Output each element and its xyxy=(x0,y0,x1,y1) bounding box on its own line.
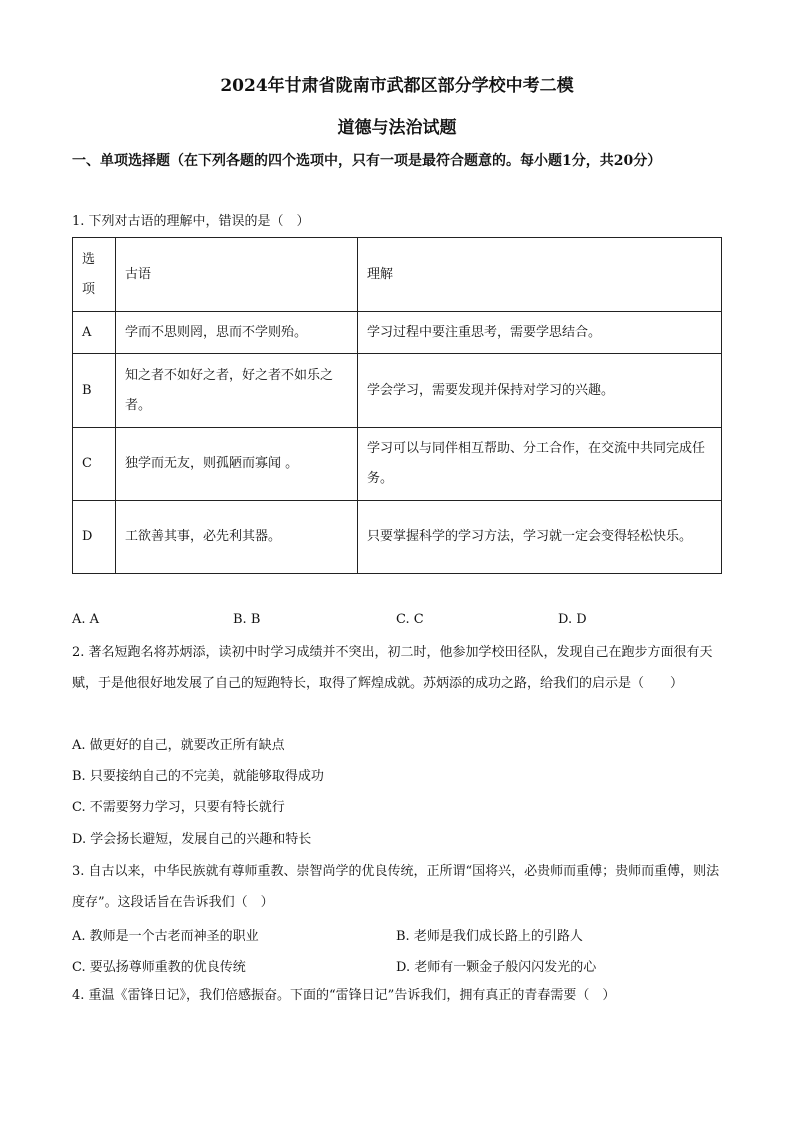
table-cell: 学习过程中要注重思考，需要学思结合。 xyxy=(358,312,722,354)
table-cell: D xyxy=(73,501,116,574)
question-2-option-d: D. 学会扬长避短，发展自己的兴趣和特长 xyxy=(72,832,312,847)
question-3-option-c: C. 要弘扬尊师重教的优良传统 xyxy=(72,960,246,975)
question-1-option-c: C. C xyxy=(396,612,424,627)
table-cell: 工欲善其事，必先利其器。 xyxy=(116,501,358,574)
question-1-option-d: D. D xyxy=(558,612,587,627)
question-1-table xyxy=(72,237,722,574)
table-header-cell: 选项 xyxy=(73,238,116,312)
table-header-row xyxy=(73,238,722,312)
table-cell: C xyxy=(73,428,116,501)
question-1-option-b: B. B xyxy=(233,612,261,627)
table-row xyxy=(73,428,722,501)
table-cell: 学而不思则罔，思而不学则殆。 xyxy=(116,312,358,354)
question-2-option-c: C. 不需要努力学习，只要有特长就行 xyxy=(72,800,285,815)
table-cell: 只要掌握科学的学习方法，学习就一定会变得轻松快乐。 xyxy=(358,501,722,574)
question-3-option-a: A. 教师是一个古老而神圣的职业 xyxy=(72,929,259,944)
table-row xyxy=(73,354,722,428)
table-row xyxy=(73,312,722,354)
table-cell: 学会学习，需要发现并保持对学习的兴趣。 xyxy=(358,354,722,428)
table-cell: 知之者不如好之者，好之者不如乐之者。 xyxy=(116,354,358,428)
question-2-stem: 2. 著名短跑名将苏炳添，读初中时学习成绩并不突出，初二时，他参加学校田径队，发现自己在跑步方面很有天赋，于是他很好地发展了自己的短跑特长，取得了辉煌成就。苏炳添的成功之路，给我们的启示是（ ） xyxy=(72,645,713,691)
table-cell: 学习可以与同伴相互帮助、分工合作，在交流中共同完成任务。 xyxy=(358,428,722,501)
question-3-option-b: B. 老师是我们成长路上的引路人 xyxy=(396,929,583,944)
question-4-stem: 4. 重温《雷锋日记》，我们倍感振奋。下面的“雷锋日记”告诉我们，拥有真正的青春需要（ ） xyxy=(72,988,616,1003)
table-cell: 独学而无友，则孤陋而寡闻 。 xyxy=(116,428,358,501)
table-header-cell: 理解 xyxy=(358,238,722,312)
table-cell: B xyxy=(73,354,116,428)
question-1-option-a: A. A xyxy=(72,612,100,627)
table-header-cell: 古语 xyxy=(116,238,358,312)
exam-title: 2024年甘肃省陇南市武都区部分学校中考二模 xyxy=(220,76,574,96)
question-2-option-b: B. 只要接纳自己的不完美，就能够取得成功 xyxy=(72,769,324,784)
question-3-stem: 3. 自古以来，中华民族就有尊师重教、崇智尚学的优良传统，正所谓“国将兴，必贵师而重傅；贵师而重傅，则法度存”。这段话旨在告诉我们（ ） xyxy=(72,864,720,910)
question-3-option-d: D. 老师有一颗金子般闪闪发光的心 xyxy=(396,960,597,975)
table-row xyxy=(73,501,722,574)
section-heading: 一、单项选择题（在下列各题的四个选项中，只有一项是最符合题意的。每小题1分，共20分） xyxy=(72,153,662,169)
question-1-stem: 1. 下列对古语的理解中，错误的是（ ） xyxy=(72,214,310,229)
table-cell: A xyxy=(73,312,116,354)
exam-subtitle: 道德与法治试题 xyxy=(337,118,457,138)
question-2-option-a: A. 做更好的自己，就要改正所有缺点 xyxy=(72,738,285,753)
